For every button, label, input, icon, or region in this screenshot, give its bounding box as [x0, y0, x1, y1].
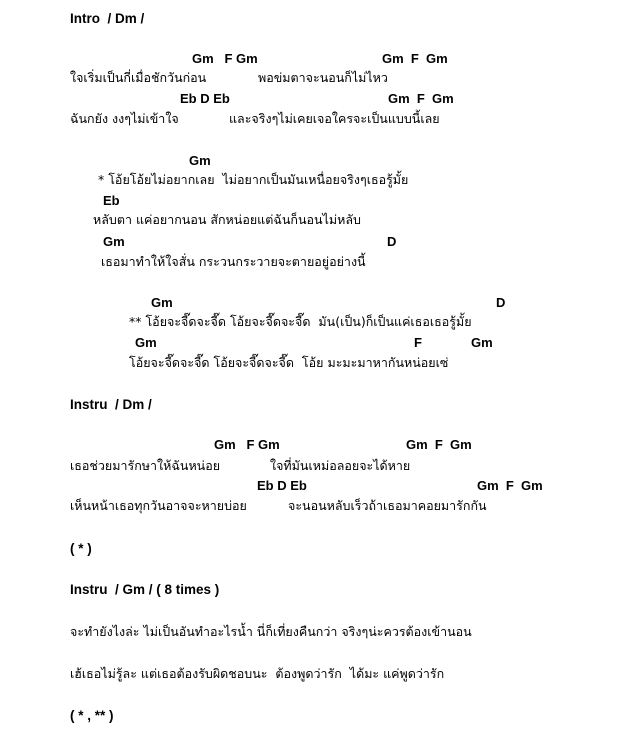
lyric-line: ใจที่มันเหม่อลอยจะได้หาย	[270, 458, 411, 473]
repeat-marker: ( * , ** )	[70, 708, 114, 723]
lyric-line: หลับตา แค่อยากนอน สักหน่อยแต่ฉันก็นอนไม่หลับ	[93, 212, 361, 227]
lyric-line: ** โอ้ยจะจี๊ดจะจี๊ด โอ้ยจะจี๊ดจะจี๊ด มัน(เป็น)ก็เป็นแค่เธอเธอรู้มั้ย	[129, 314, 472, 329]
chord-line: Eb D Eb	[180, 91, 230, 106]
lyric-line: จะทำยังไงล่ะ ไม่เป็นอันทำอะไรน้ำ นี่ก็เที่ยงคืนกว่า จริงๆน่ะควรต้องเข้านอน	[70, 624, 472, 639]
chord-line: Gm	[135, 335, 157, 350]
chord-line: Gm F Gm	[214, 437, 280, 452]
chord-line: D	[387, 234, 397, 249]
lyric-line: โอ้ยจะจี๊ดจะจี๊ด โอ้ยจะจี๊ดจะจี๊ด โอ้ย มะมะมาหากันหน่อยเซ่	[129, 355, 449, 370]
lyric-line: * โอ้ยโอ้ยไม่อยากเลย ไม่อยากเป็นมันเหนื่อยจริงๆเธอรู้มั้ย	[98, 172, 409, 187]
intro-line: Intro / Dm /	[70, 11, 145, 26]
lyric-line: เฮ้เธอไม่รู้ละ แต่เธอต้องรับผิดชอบนะ ต้องพูดว่ารัก ได้มะ แค่พูดว่ารัก	[70, 666, 445, 681]
lyric-line: จะนอนหลับเร็วถ้าเธอมาคอยมารักกัน	[288, 498, 487, 513]
chord-line: D	[496, 295, 506, 310]
chord-line: Gm	[189, 153, 211, 168]
lyric-line: เธอมาทำให้ใจสั่น กระวนกระวายจะตายอยู่อย่างนี้	[101, 254, 366, 269]
chord-line: Eb	[103, 193, 120, 208]
instru-line: Instru / Gm / ( 8 times )	[70, 582, 220, 597]
chord-line: Gm	[471, 335, 493, 350]
chord-line: F	[414, 335, 422, 350]
lyric-line: พอข่มตาจะนอนก็ไม่ไหว	[258, 70, 388, 85]
lyric-line: ฉันกยัง งงๆไม่เข้าใจ	[70, 111, 179, 126]
chord-line: Gm F Gm	[477, 478, 543, 493]
lyric-line: และจริงๆไม่เคยเจอใครจะเป็นแบบนี้เลย	[229, 111, 440, 126]
chord-line: Gm F Gm	[388, 91, 454, 106]
chord-line: Gm F Gm	[382, 51, 448, 66]
repeat-marker: ( * )	[70, 541, 92, 556]
lyric-line: ใจเริ่มเป็นกี่เมื่อชักวันก่อน	[70, 70, 207, 85]
instru-line: Instru / Dm /	[70, 397, 152, 412]
chord-line: Gm F Gm	[406, 437, 472, 452]
chord-line: Gm	[151, 295, 173, 310]
lyric-line: เธอช่วยมารักษาให้ฉันหน่อย	[70, 458, 221, 473]
chord-line: Gm F Gm	[192, 51, 258, 66]
lyric-line: เห็นหน้าเธอทุกวันอาจจะหายบ่อย	[70, 498, 247, 513]
chord-line: Eb D Eb	[257, 478, 307, 493]
chord-line: Gm	[103, 234, 125, 249]
